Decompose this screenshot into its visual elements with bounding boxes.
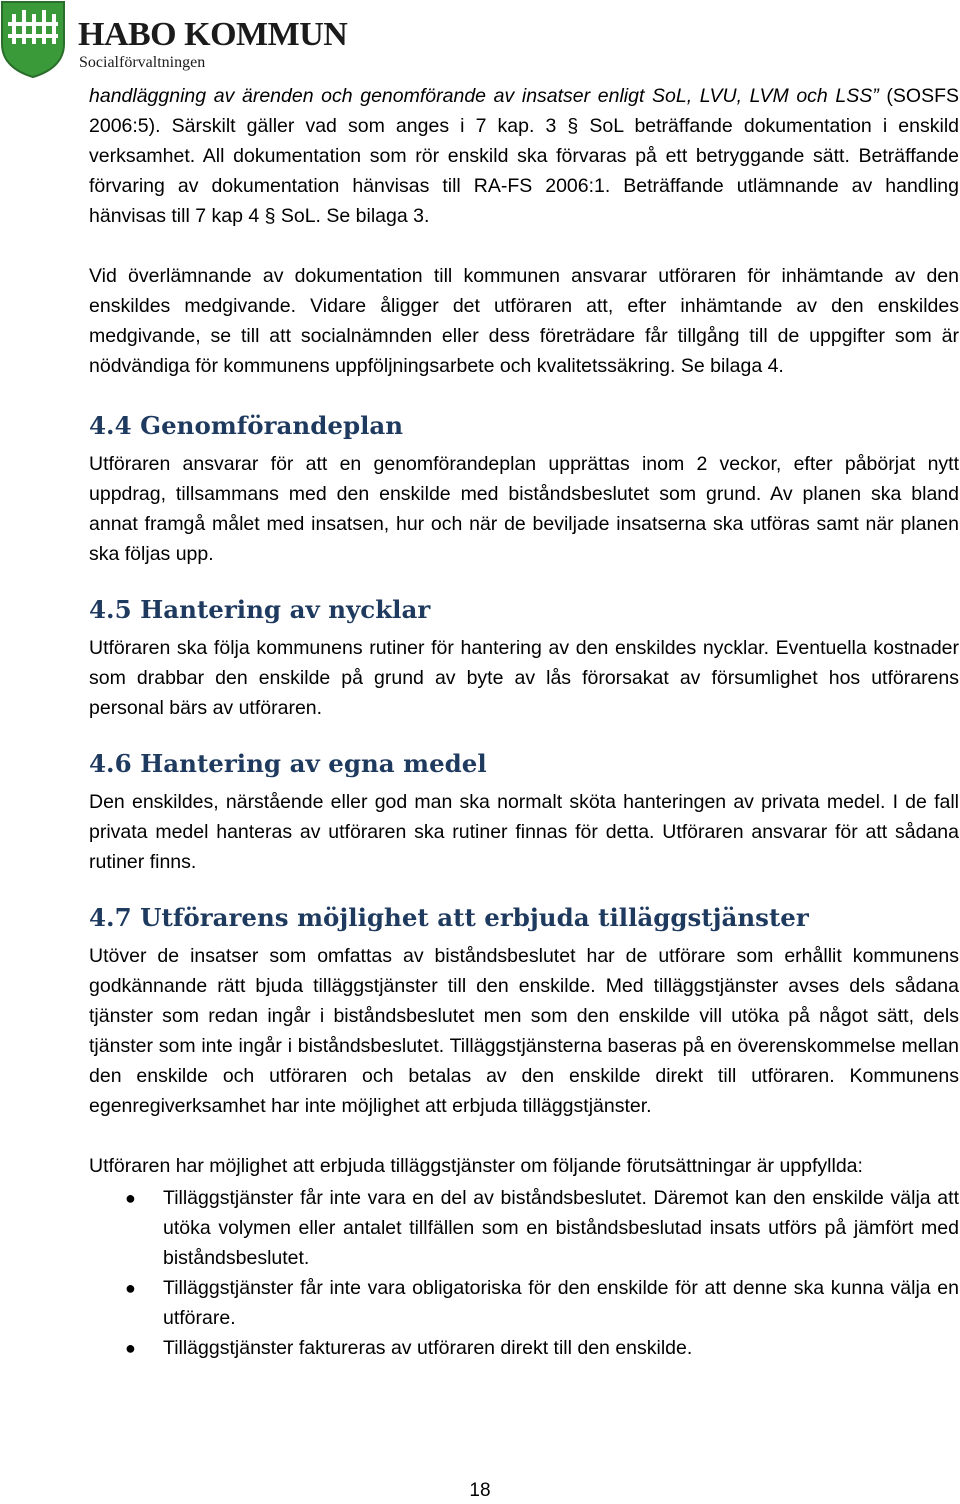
section-title: Genomförandeplan — [140, 411, 404, 440]
org-title: HABO KOMMUN — [78, 16, 348, 53]
section-heading-4-5 — [89, 593, 959, 627]
paragraph-forutsattningar: Utföraren har möjlighet att erbjuda tilläggstjänster om följande förutsättningar är uppfyllda: — [89, 1155, 863, 1177]
section-number: 4.6 — [89, 749, 132, 778]
list-item: ● Tilläggstjänster får inte vara en del av biståndsbeslutet. Däremot kan den enskilde välja att utöka volymen eller antalet tillfällen som en biståndsbeslutad insats utförs på jämfört med biståndsbeslutet. — [89, 1183, 959, 1273]
bullet-icon: ● — [125, 1278, 136, 1298]
paragraph-nycklar: Utföraren ska följa kommunens rutiner för hantering av den enskildes nycklar. Eventuella kostnader som drabbar den enskilde på grund av byte av lås förorsakat av försumlighet hos utförarens personal bärs av utföraren. — [89, 637, 959, 719]
list-item: ● Tilläggstjänster faktureras av utföraren direkt till den enskilde. — [89, 1333, 959, 1363]
list-item: ● Tilläggstjänster får inte vara obligatoriska för den enskilde för att denne ska kunna välja en utförare. — [89, 1273, 959, 1333]
paragraph-egna-medel: Den enskildes, närstående eller god man ska normalt sköta hanteringen av privata medel. I de fall privata medel hanteras av utföraren ska rutiner finnas för detta. Utföraren ansvarar för att sådana rutiner finns. — [89, 791, 959, 873]
section-number: 4.5 — [89, 595, 132, 624]
section-title: Hantering av egna medel — [140, 749, 487, 778]
section-heading-4-4 — [89, 409, 959, 443]
org-subtitle: Socialförvaltningen — [79, 54, 206, 71]
paragraph-genomforandeplan: Utföraren ansvarar för att en genomförandeplan upprättas inom 2 veckor, efter påbörjat nytt uppdrag, tillsammans med den enskilde med biståndsbeslutet som grund. Av planen ska bland annat framgå målet med insatsen, hur och när de beviljade insatserna ska utföras samt när planen ska följas upp. — [89, 453, 959, 565]
habo-kommun-logo — [0, 0, 360, 80]
paragraph-documentation: handläggning av ärenden och genomförande av insatser enligt SoL, LVU, LVM och LSS” (SOSFS 2006:5). Särskilt gäller vad som anges i 7 kap. 3 § SoL beträffande dokumentation i enskild verksamhet. All dokumentation som rör enskild ska förvaras på ett betryggande sätt. Beträffande förvaring av dokumentation hänvisas till RA-FS 2006:1. Beträffande utlämnande av handling hänvisas till 7 kap 4 § SoL. Se bilaga 3. — [89, 85, 959, 227]
main-content — [89, 81, 959, 1363]
section-heading-4-6 — [89, 747, 959, 781]
bullet-icon: ● — [125, 1338, 136, 1358]
section-title: Utförarens möjlighet att erbjuda tilläggstjänster — [140, 903, 809, 932]
bullet-icon: ● — [125, 1188, 136, 1208]
paragraph-handover: Vid överlämnande av dokumentation till kommunen ansvarar utföraren för inhämtande av den enskildes medgivande. Vidare åligger det utföraren att, efter inhämtande av den enskildes medgivande, se till att socialnämnden eller dess företrädare får tillgång till de uppgifter som är nödvändiga för kommunens uppföljningsarbete och kvalitetssäkring. Se bilaga 4. — [89, 265, 959, 377]
page-number: 18 — [469, 1480, 491, 1501]
conditions-list — [89, 1183, 959, 1363]
section-number: 4.7 — [89, 903, 132, 932]
section-title: Hantering av nycklar — [140, 595, 431, 624]
coat-of-arms-icon — [0, 0, 66, 78]
paragraph-tillaggstjanster: Utöver de insatser som omfattas av biståndsbeslutet har de utförare som erhållit kommunens godkännande rätt bjuda tilläggstjänster till den enskilde. Med tilläggstjänster avses dels sådana tjänster som redan ingår i biståndsbeslutet men som den enskilde vill utöka på något sätt, dels tjänster som inte ingår i biståndsbeslutet. Tilläggstjänsterna baseras på en överenskommelse mellan den enskilde och utföraren och betalas av den enskilde direkt till utföraren. Kommunens egenregiverksamhet har inte möjlighet att erbjuda tilläggstjänster. — [89, 945, 959, 1117]
section-heading-4-7 — [89, 901, 959, 935]
section-number: 4.4 — [89, 411, 132, 440]
